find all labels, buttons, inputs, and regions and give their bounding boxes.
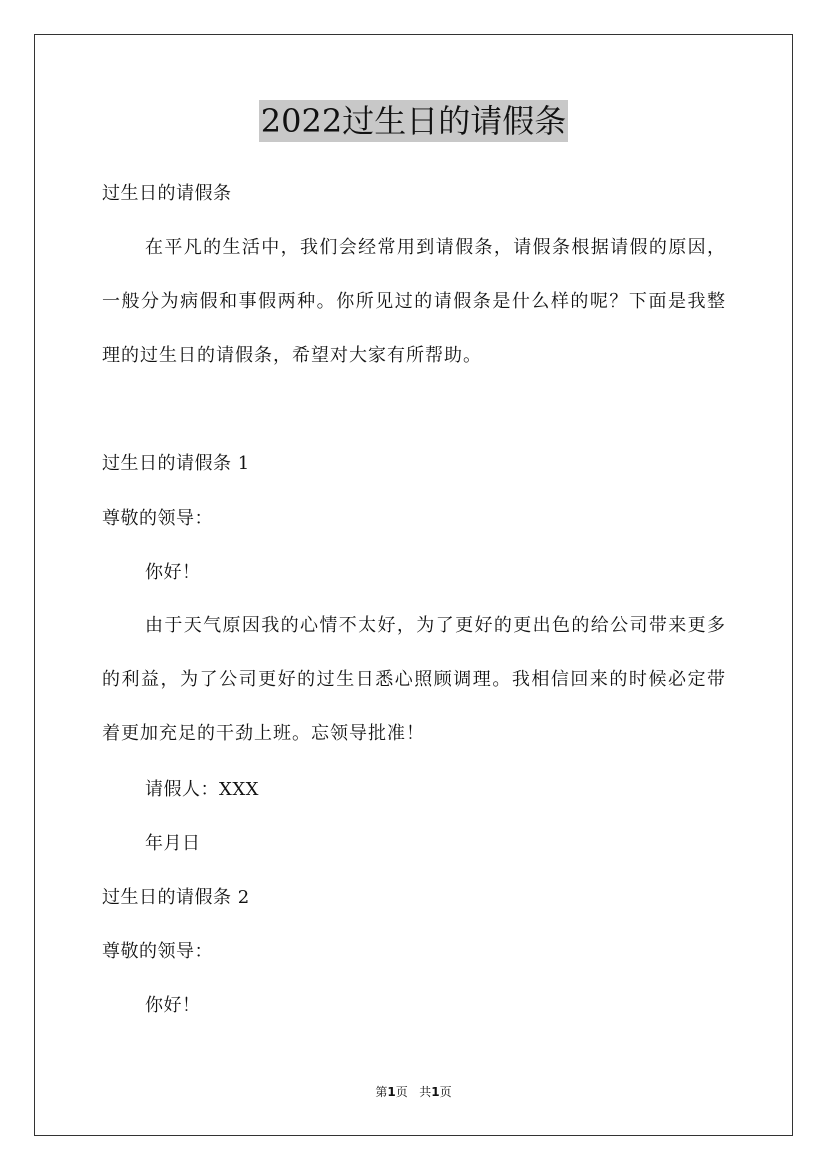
footer-page-suffix: 页 xyxy=(395,1085,408,1099)
footer-page-prefix: 第 xyxy=(375,1085,388,1099)
note1-heading: 过生日的请假条 1 xyxy=(102,453,250,474)
document-title: 2022过生日的请假条 xyxy=(260,102,567,140)
note2-salutation: 尊敬的领导： xyxy=(102,941,213,962)
note2-heading: 过生日的请假条 2 xyxy=(102,887,250,908)
note1-salutation: 尊敬的领导： xyxy=(102,508,213,529)
note1-date: 年月日 xyxy=(145,833,201,854)
footer-page-number: 1 xyxy=(387,1085,396,1099)
note1-body: 由于天气原因我的心情不太好，为了更好的更出色的给公司带来更多的利益，为了公司更好的过生日悉心照顾调理。我相信回来的时候必定带着更加充足的干劲上班。忘领导批准！ xyxy=(102,615,726,744)
footer-total-prefix: 共 xyxy=(419,1085,432,1099)
note1-greeting: 你好！ xyxy=(145,562,201,583)
title-container xyxy=(0,100,827,142)
intro-paragraph: 在平凡的生活中，我们会经常用到请假条，请假条根据请假的原因，一般分为病假和事假两种。你所见过的请假条是什么样的呢？下面是我整理的过生日的请假条，希望对大家有所帮助。 xyxy=(102,237,726,366)
footer-total-number: 1 xyxy=(431,1085,440,1099)
footer-total-suffix: 页 xyxy=(439,1085,452,1099)
note1-signature: 请假人：XXX xyxy=(145,779,259,800)
page-footer xyxy=(0,1084,827,1100)
note2-greeting: 你好！ xyxy=(145,995,201,1016)
document-subtitle: 过生日的请假条 xyxy=(102,183,232,204)
